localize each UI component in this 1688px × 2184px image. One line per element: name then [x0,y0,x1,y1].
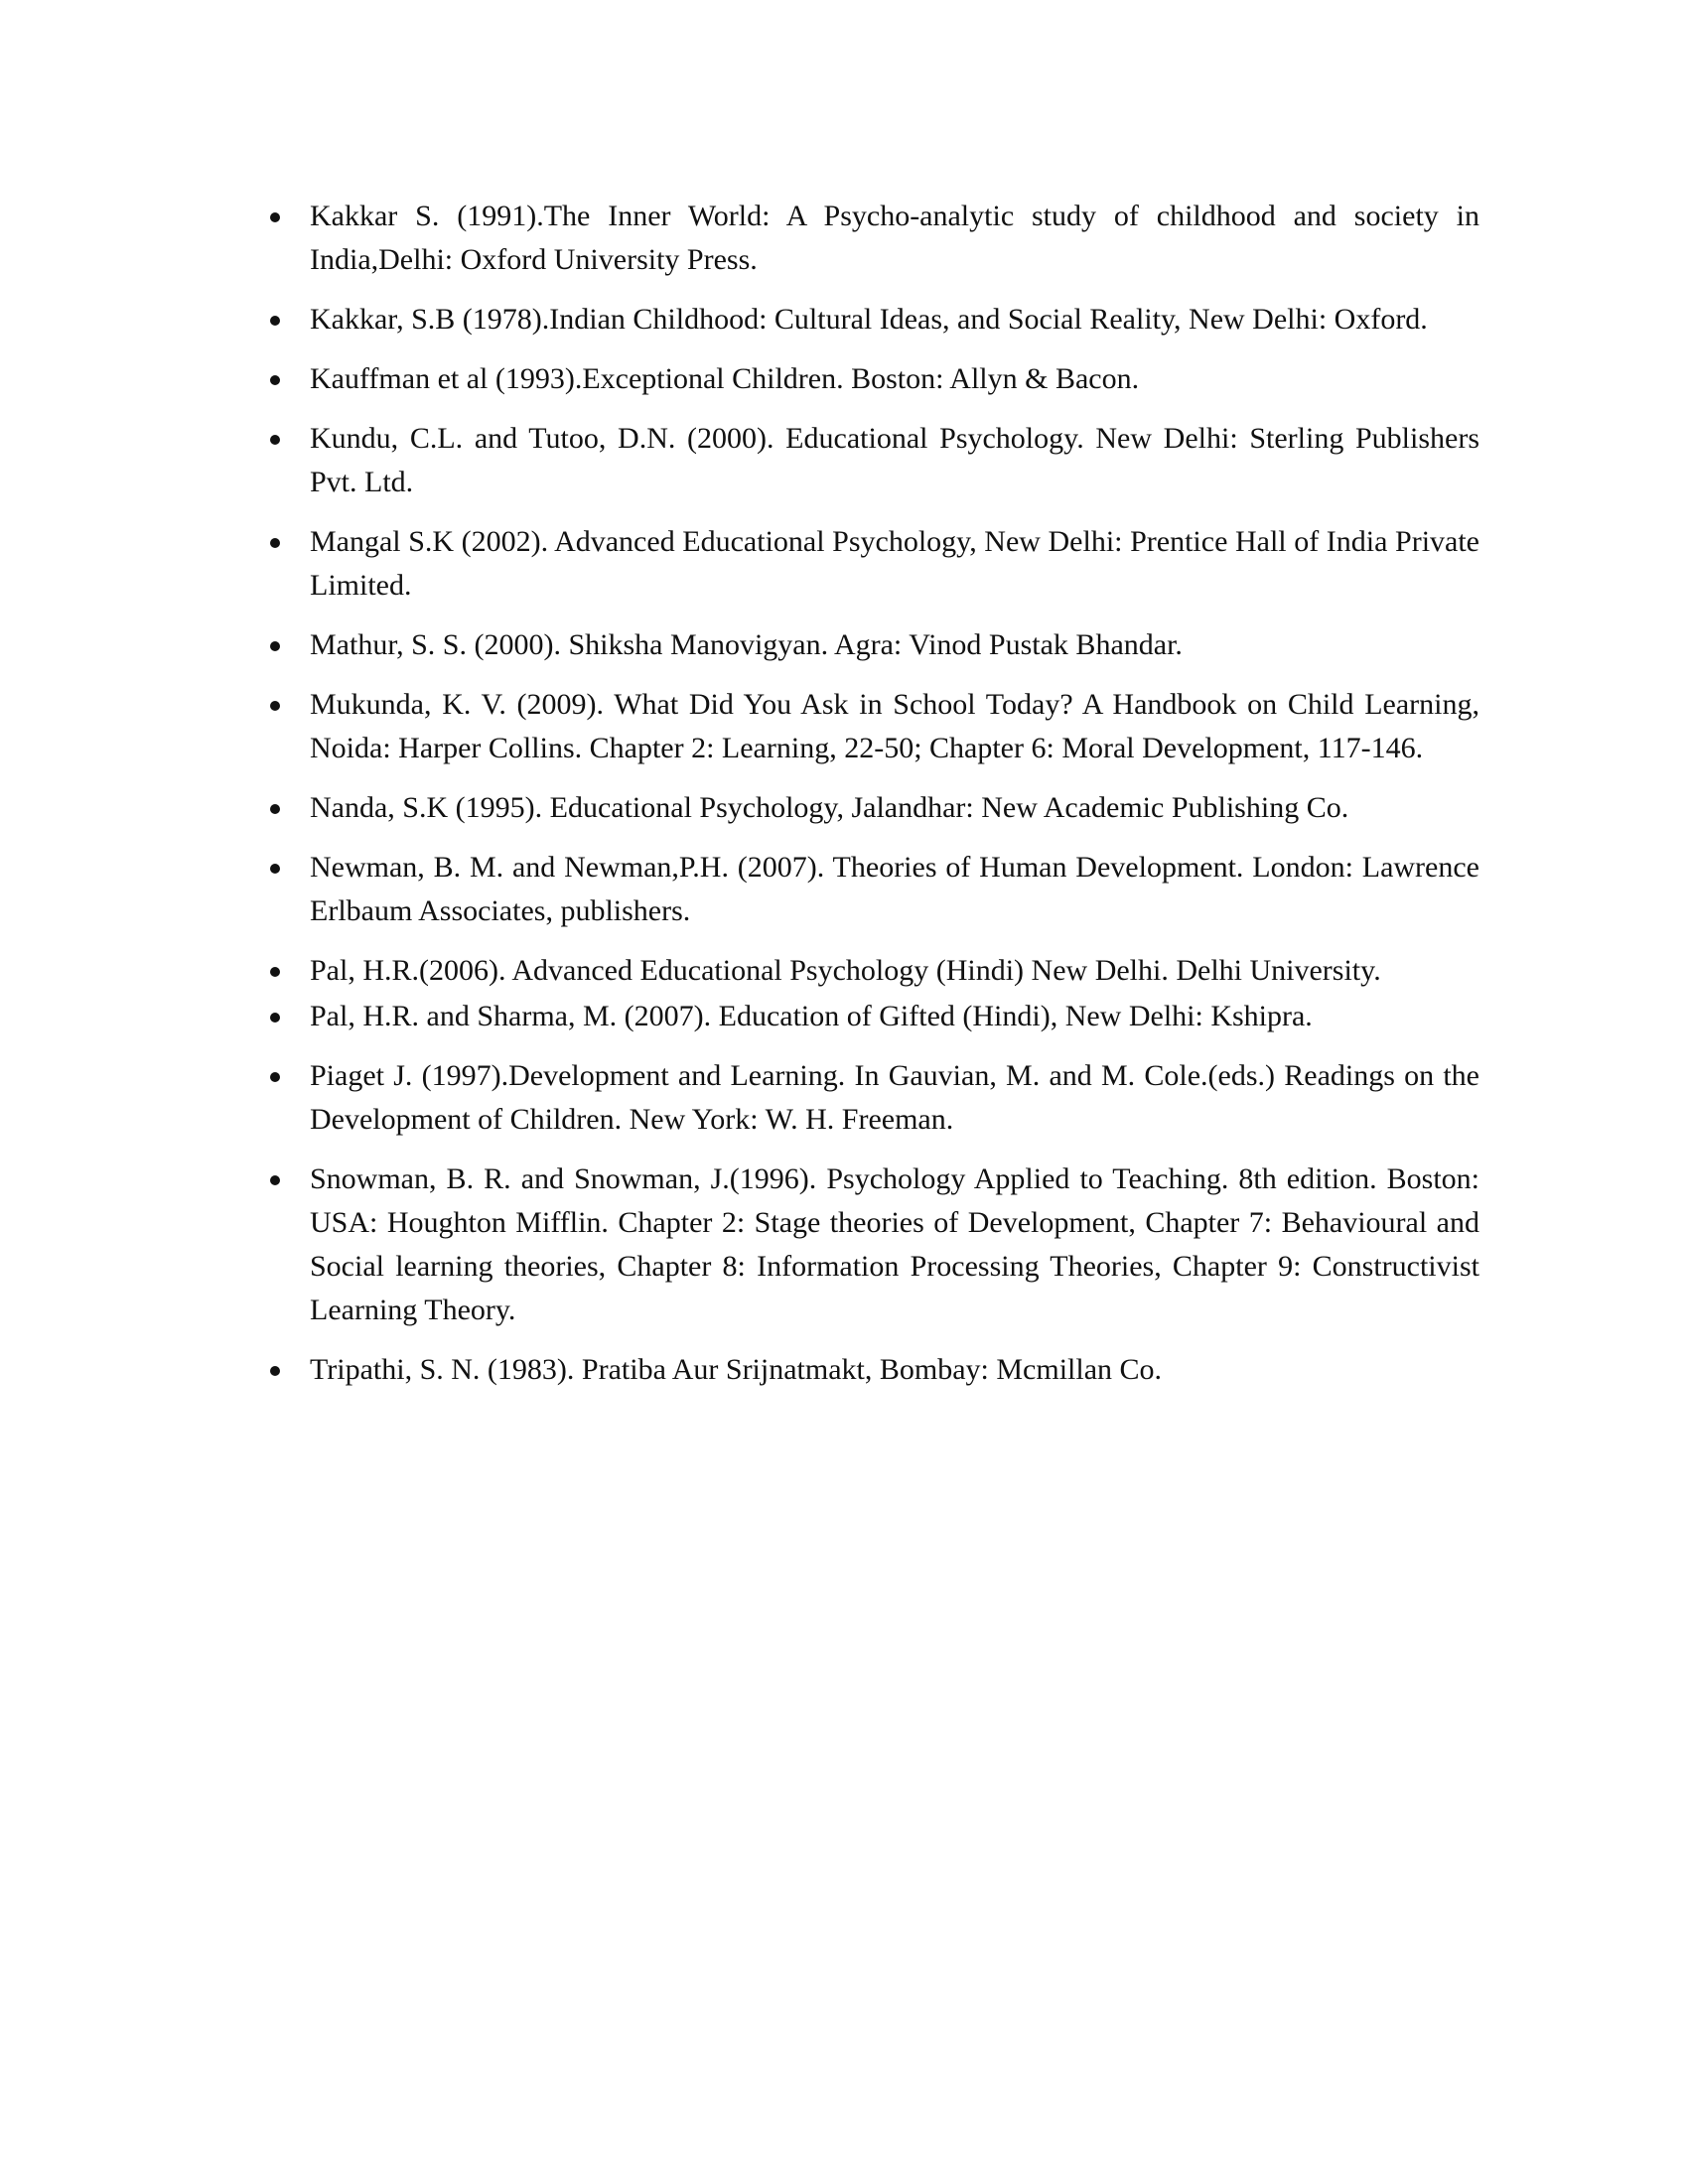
reference-text: Pal, H.R.(2006). Advanced Educational Psychology (Hindi) New Delhi. Delhi University. [310,954,1381,987]
reference-item [270,1054,1479,1142]
reference-text: Mathur, S. S. (2000). Shiksha Manovigyan. Agra: Vinod Pustak Bhandar. [310,628,1183,661]
reference-item [270,1158,1479,1332]
reference-item [270,417,1479,504]
reference-item [270,298,1479,341]
bullet-icon [270,641,280,651]
bullet-icon [270,538,280,548]
reference-text: Kundu, C.L. and Tutoo, D.N. (2000). Educational Psychology. New Delhi: Sterling Publishers Pvt. Ltd. [310,422,1479,498]
reference-text: Mukunda, K. V. (2009). What Did You Ask in School Today? A Handbook on Child Learning, Noida: Harper Collins. Chapter 2: Learning, 22-50; Chapter 6: Moral Development, 117-146. [310,688,1479,764]
reference-text: Kauffman et al (1993).Exceptional Children. Boston: Allyn & Bacon. [310,362,1140,395]
reference-text: Newman, B. M. and Newman,P.H. (2007). Theories of Human Development. London: Lawrence Erlbaum Associates, publishers. [310,851,1479,927]
reference-item [270,520,1479,608]
reference-text: Snowman, B. R. and Snowman, J.(1996). Psychology Applied to Teaching. 8th edition. Boston: USA: Houghton Mifflin. Chapter 2: Stage theories of Development, Chapter 7: Behavioural and Social learning theories, Chapter 8: Information Processing Theories, Chapter 9: Constructivist Learning Theory. [310,1162,1479,1326]
bullet-icon [270,316,280,326]
bullet-icon [270,212,280,222]
reference-item [270,357,1479,401]
bullet-icon [270,1013,280,1023]
reference-item [270,949,1479,993]
bullet-icon [270,804,280,814]
reference-text: Pal, H.R. and Sharma, M. (2007). Education of Gifted (Hindi), New Delhi: Kshipra. [310,1000,1313,1032]
reference-item [270,1348,1479,1392]
reference-item [270,683,1479,770]
reference-item [270,786,1479,830]
reference-list [270,195,1479,1408]
reference-item [270,846,1479,933]
reference-text: Nanda, S.K (1995). Educational Psychology, Jalandhar: New Academic Publishing Co. [310,791,1349,824]
bullet-icon [270,967,280,977]
reference-item [270,195,1479,282]
reference-text: Tripathi, S. N. (1983). Pratiba Aur Srijnatmakt, Bombay: Mcmillan Co. [310,1353,1163,1386]
reference-text: Kakkar S. (1991).The Inner World: A Psycho-analytic study of childhood and society in India,Delhi: Oxford University Press. [310,200,1479,276]
reference-item [270,623,1479,667]
bullet-icon [270,1366,280,1376]
reference-text: Mangal S.K (2002). Advanced Educational Psychology, New Delhi: Prentice Hall of India Private Limited. [310,525,1479,602]
bullet-icon [270,375,280,385]
reference-text: Piaget J. (1997).Development and Learning. In Gauvian, M. and M. Cole.(eds.) Readings on the Development of Children. New York: W. H. Freeman. [310,1059,1479,1136]
reference-item [270,995,1479,1038]
bullet-icon [270,701,280,711]
reference-text: Kakkar, S.B (1978).Indian Childhood: Cultural Ideas, and Social Reality, New Delhi: Oxford. [310,303,1428,336]
bullet-icon [270,1072,280,1082]
bullet-icon [270,1175,280,1185]
bullet-icon [270,435,280,445]
bullet-icon [270,864,280,874]
